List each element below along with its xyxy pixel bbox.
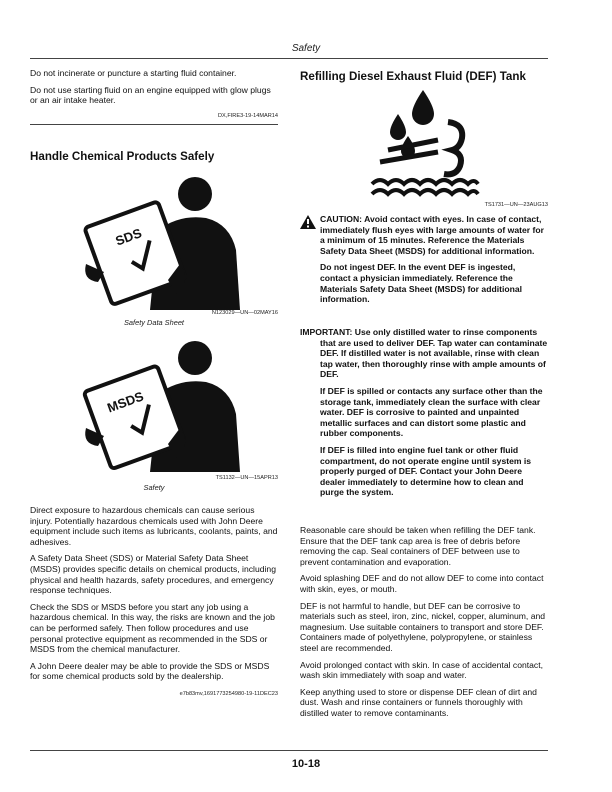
sds-label: SDS (113, 225, 144, 249)
chemical-body (30, 505, 278, 697)
important-spill-text: If DEF is spilled or contacts any surface other than the storage tank, immediately clean the surface with clear water. DEF is corrosive to painted and unpainted metallic surfaces and can distort some plastic and rubber components. (320, 385, 543, 439)
chemical-paragraph: Direct exposure to hazardous chemicals can cause serious injury. Potentially hazardous chemicals used with John Deere equipment include such items as lubricants, coolants, paints, and adhesives. (30, 505, 278, 547)
def-paragraph: Keep anything used to store or dispense DEF clean of dirt and dust. Wash and rinse containers or funnels thoroughly with distilled water to remove contaminants. (300, 686, 537, 718)
caution-text: CAUTION: Avoid contact with eyes. In case of contact, immediately flush eyes with large amounts of water for a minimum of 15 minutes. Reference the Materials Safety Data Sheet (MSDS) for additional information. (320, 214, 544, 256)
chemical-paragraph: A John Deere dealer may be able to provide the SDS or MSDS for some chemical products sold by the dealership. (30, 660, 270, 682)
msds-illustration-icon (80, 336, 250, 472)
caution-triangle-icon (300, 215, 316, 229)
def-image-reference: TS1731—UN—23AUG13 (484, 202, 548, 208)
header-rule (30, 58, 548, 59)
chemical-section-heading (30, 150, 278, 163)
chemical-paragraph: Check the SDS or MSDS before you start any job using a hazardous chemical. In this way, the risks are known and the job can be performed safely. Then follow procedures and use personal protective equipment as recommended in the SDS or MSDS from the chemical manufacturer. (30, 601, 275, 655)
page-number: 10-18 (291, 758, 321, 770)
def-body (300, 525, 548, 719)
sds-image-reference: N123029—UN—02MAY16 (211, 310, 278, 316)
important-fuel-tank-text: If DEF is filled into engine fuel tank or other fluid compartment, do not operate engine until system is properly purged of DEF. Contact your John Deere dealer immediately to determine how to clean and purge the system. (320, 444, 532, 498)
left-column (30, 68, 278, 119)
sds-illustration-icon (80, 170, 250, 310)
fluid-warning-1: Do not incinerate or puncture a starting fluid container. (30, 68, 237, 78)
chemical-heading: Handle Chemical Products Safely (30, 150, 215, 163)
def-heading: Refilling Diesel Exhaust Fluid (DEF) Tank (300, 70, 526, 83)
def-paragraph: Avoid prolonged contact with skin. In case of accidental contact, wash skin immediately with soap and water. (300, 659, 543, 681)
important-text: IMPORTANT: Use only distilled water to rinse components that are used to deliver DEF. Tap water can contaminate DEF. If distilled water is not available, rinse with clean tap water, then thoroughly rinse with ample amounts of DEF. (300, 327, 548, 380)
caution-ingest-text: Do not ingest DEF. In the event DEF is ingested, contact a physician immediately. Reference the Materials Safety Data Sheet (MSDS) for additional information. (320, 262, 522, 305)
chemical-paragraph: A Safety Data Sheet (SDS) or Material Safety Data Sheet (MSDS) provides specific details on chemical products, including physical and health hazards, safety procedures, and emergency response techniques. (30, 553, 276, 596)
chemical-reference: e7b83mv,1691773254980-19-11DEC23 (179, 690, 278, 697)
sds-caption: Safety Data Sheet (124, 318, 184, 327)
def-heading-wrap (300, 70, 548, 83)
msds-label: MSDS (105, 388, 146, 416)
fluid-warning-2: Do not use starting fluid on an engine equipped with glow plugs or an air intake heater. (30, 84, 271, 106)
msds-image-reference: TS1132—UN—15APR13 (215, 475, 278, 481)
running-header: Safety (291, 43, 321, 54)
important-block (300, 327, 548, 498)
msds-caption: Safety (143, 483, 165, 492)
def-splash-warning-icon (368, 88, 480, 200)
def-paragraph: Reasonable care should be taken when refilling the DEF tank. Ensure that the DEF tank cap area is free of debris before removing the cap. Seal containers of DEF between use to prevent contamination and evaporation. (300, 525, 536, 567)
def-paragraph: DEF is not harmful to handle, but DEF can be corrosive to materials such as steel, iron, zinc, nickel, copper, aluminum, and magnesium. Use suitable containers to transport and store DEF. Containers made of polyethylene, polypropylene, or stainless steel are recommended. (300, 600, 546, 653)
footer-rule (30, 750, 548, 751)
caution-block (320, 214, 548, 305)
section-rule (30, 124, 278, 125)
def-paragraph: Avoid splashing DEF and do not allow DEF to come into contact with skin, eyes, or mouth. (300, 573, 544, 594)
fluid-reference: DX,FIRE3-19-14MAR14 (218, 112, 278, 119)
